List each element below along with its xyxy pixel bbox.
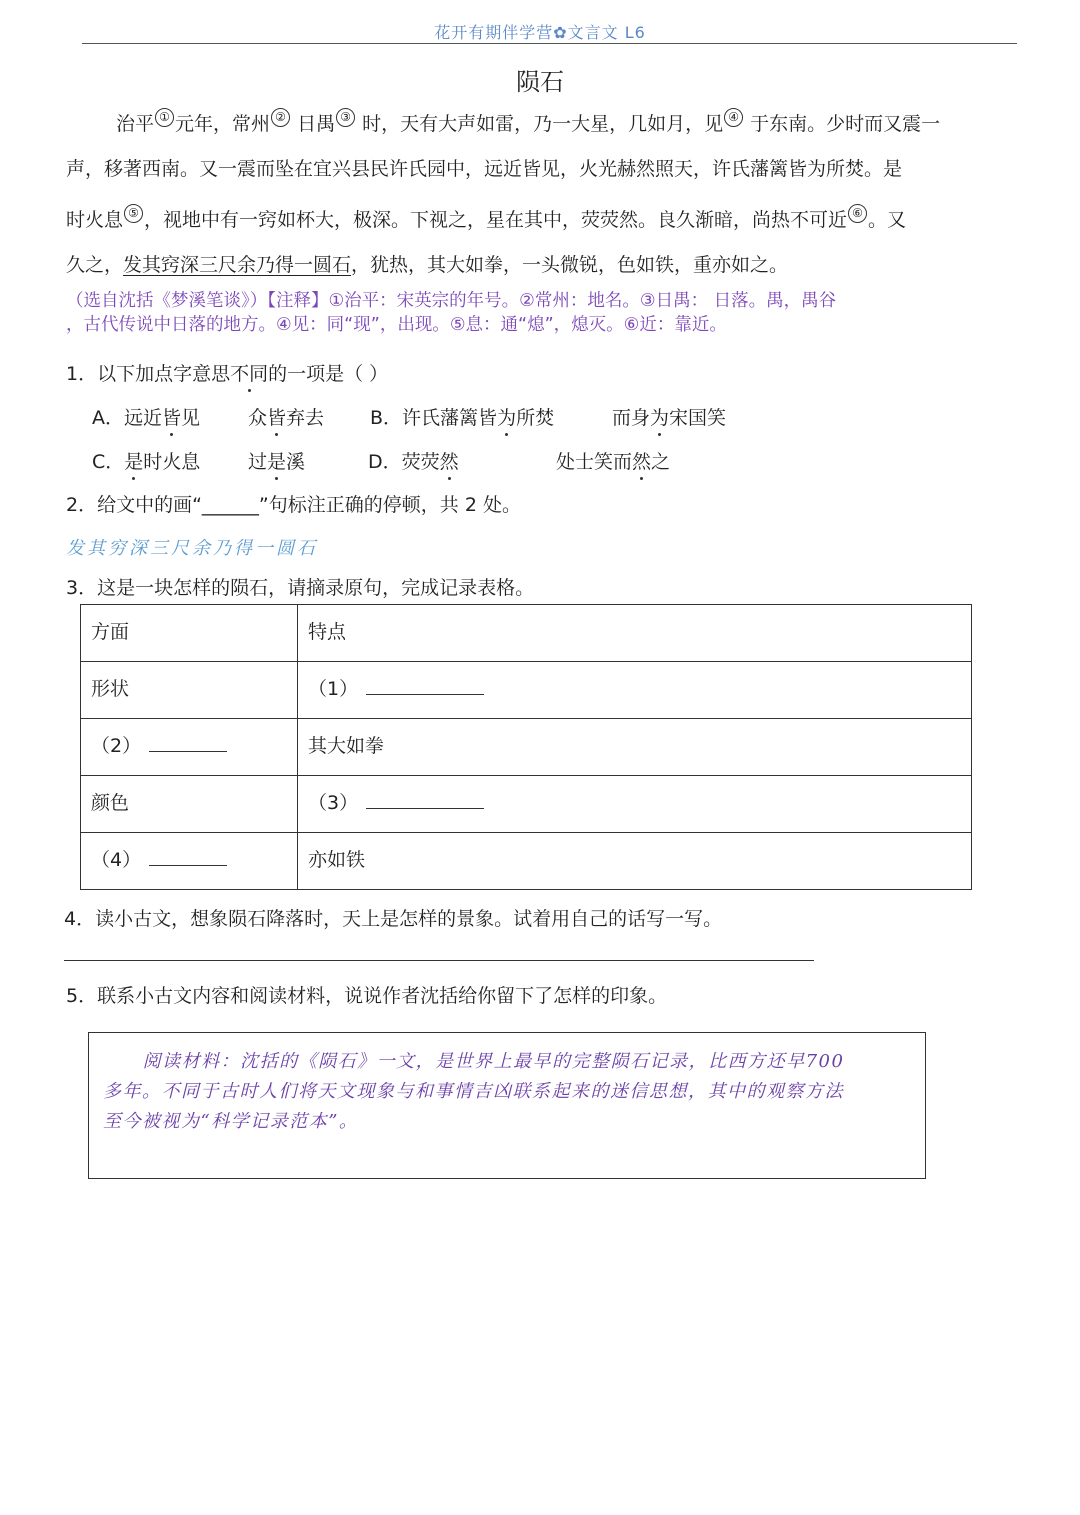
- table-cell: 颜色: [81, 776, 298, 833]
- passage-line-2: 声，移著西南。又一震而坠在宜兴县民许氏园中，远近皆见，火光赫然照天，许氏藩篱皆为所焚。是: [66, 158, 903, 180]
- header-divider: [82, 43, 1017, 44]
- question-3-stem: 3．这是一块怎样的陨石，请摘录原句，完成记录表格。: [66, 577, 535, 599]
- dotted-char: 为: [650, 403, 669, 430]
- passage-line-1: [116, 108, 940, 136]
- text: 而身: [612, 407, 651, 429]
- text: 所焚: [516, 407, 555, 429]
- material-line-3: 至今被视为“科学记录范本”。: [103, 1111, 359, 1132]
- text: 元年，常州: [175, 113, 271, 135]
- option-label: A．: [92, 407, 124, 429]
- blank-label: （2）: [91, 735, 142, 757]
- text: 1．以下加点字意思: [66, 363, 231, 385]
- text: 治平: [116, 113, 155, 135]
- answer-blank[interactable]: [149, 851, 227, 866]
- passage-title: 陨石: [516, 68, 564, 96]
- question-4-answer-line[interactable]: [64, 960, 814, 961]
- record-table: [80, 604, 972, 890]
- passage-line-3: [66, 204, 906, 232]
- footnote-marker: ③: [336, 108, 355, 127]
- text: 日禺: [291, 113, 336, 135]
- table-cell: 其大如拳: [298, 719, 972, 776]
- text: 见: [181, 407, 201, 429]
- answer-blank[interactable]: [366, 680, 484, 695]
- option-d-compare: [556, 447, 670, 474]
- option-a-compare: [248, 403, 324, 430]
- dotted-char: 皆: [267, 403, 286, 430]
- dotted-char: 为: [497, 403, 516, 430]
- passage-line-4: [66, 250, 788, 277]
- table-cell-blank[interactable]: [81, 833, 298, 890]
- option-label: B．: [370, 407, 403, 429]
- text: 时，天有大声如雷，乃一大星，几如月，见: [356, 113, 724, 135]
- footnote-marker: ⑥: [848, 204, 867, 223]
- blank-label: （4）: [91, 849, 142, 871]
- footnote-marker: ⑤: [124, 204, 143, 223]
- text: 众: [248, 407, 268, 429]
- question-2-answer: 发其穷深三尺余乃得一圆石: [66, 538, 318, 559]
- footnote-marker: ①: [155, 108, 174, 127]
- option-d[interactable]: [368, 447, 459, 474]
- text: 。又: [868, 209, 907, 231]
- annotation-line-1: （选自沈括《梦溪笔谈》）【注释】①治平：宋英宗的年号。②常州：地名。③日禺： 日落。禺，禺谷: [66, 291, 837, 311]
- text: 荧荧: [401, 451, 440, 473]
- table-cell: 形状: [81, 662, 298, 719]
- dotted-char: 然: [440, 447, 459, 474]
- reading-material-box: [88, 1032, 926, 1179]
- table-row: [81, 605, 972, 662]
- text: 宋国笑: [669, 407, 727, 429]
- option-label: D．: [368, 451, 402, 473]
- text: 溪: [286, 451, 306, 473]
- question-1-stem: [66, 359, 388, 386]
- question-5-stem: 5．联系小古文内容和阅读材料，说说作者沈括给你留下了怎样的印象。: [66, 985, 668, 1007]
- table-row: [81, 719, 972, 776]
- table-row: [81, 776, 972, 833]
- option-label: C．: [92, 451, 125, 473]
- text: 的一项是（ ）: [268, 363, 389, 385]
- table-header-feature: 特点: [298, 605, 972, 662]
- text: ，犹热，其大如拳，一头微锐，色如铁，重亦如之。: [351, 254, 789, 276]
- dotted-char: 然: [632, 447, 651, 474]
- answer-blank[interactable]: [366, 794, 484, 809]
- question-4-stem: 4．读小古文，想象陨石降落时，天上是怎样的景象。试着用自己的话写一写。: [64, 908, 723, 930]
- text: 远近: [124, 407, 163, 429]
- option-c[interactable]: [92, 447, 200, 474]
- dotted-char: 皆: [162, 403, 181, 430]
- table-cell-blank[interactable]: [298, 662, 972, 719]
- table-cell-blank[interactable]: [81, 719, 298, 776]
- footnote-marker: ④: [724, 108, 743, 127]
- text: 时火息: [143, 451, 201, 473]
- table-row: [81, 833, 972, 890]
- dotted-char: 是: [124, 447, 143, 474]
- text: 弃去: [286, 407, 325, 429]
- table-cell-blank[interactable]: [298, 776, 972, 833]
- underlined-sentence: 发其窍深三尺余乃得一圆石: [123, 254, 352, 276]
- option-c-compare: [248, 447, 305, 474]
- text: 久之，: [66, 254, 124, 276]
- table-cell: 亦如铁: [298, 833, 972, 890]
- text: 之: [651, 451, 671, 473]
- table-row: [81, 662, 972, 719]
- question-2-stem: 2．给文中的画“______”句标注正确的停顿，共 2 处。: [66, 494, 521, 516]
- answer-blank[interactable]: [149, 737, 227, 752]
- annotation-line-2: ，古代传说中日落的地方。④见：同“现”，出现。⑤息：通“熄”，熄灭。⑥近：靠近。: [66, 315, 727, 335]
- blank-label: （3）: [308, 792, 359, 814]
- text: 许氏藩篱皆: [402, 407, 498, 429]
- option-b[interactable]: [370, 403, 554, 430]
- text: 于东南。少时而又震一: [744, 113, 941, 135]
- footnote-marker: ②: [271, 108, 290, 127]
- material-line-1: 阅读材料：沈括的《陨石》一文，是世界上最早的完整陨石记录，比西方还早700: [142, 1051, 845, 1072]
- material-line-2: 多年。不同于古时人们将天文现象与和事情吉凶联系起来的迷信思想，其中的观察方法: [103, 1081, 844, 1102]
- blank-label: （1）: [308, 678, 359, 700]
- dotted-char: 是: [267, 447, 286, 474]
- dotted-word: 不同: [230, 359, 268, 386]
- text: 时火息: [66, 209, 124, 231]
- page-header: 花开有期伴学营✿文言文 L6: [434, 23, 646, 42]
- text: ，视地中有一窍如杯大，极深。下视之，星在其中，荧荧然。良久渐暗，尚热不可近: [144, 209, 848, 231]
- table-header-aspect: 方面: [81, 605, 298, 662]
- text: 过: [248, 451, 268, 473]
- text: 处士笑而: [556, 451, 633, 473]
- option-b-compare: [612, 403, 726, 430]
- option-a[interactable]: [92, 403, 200, 430]
